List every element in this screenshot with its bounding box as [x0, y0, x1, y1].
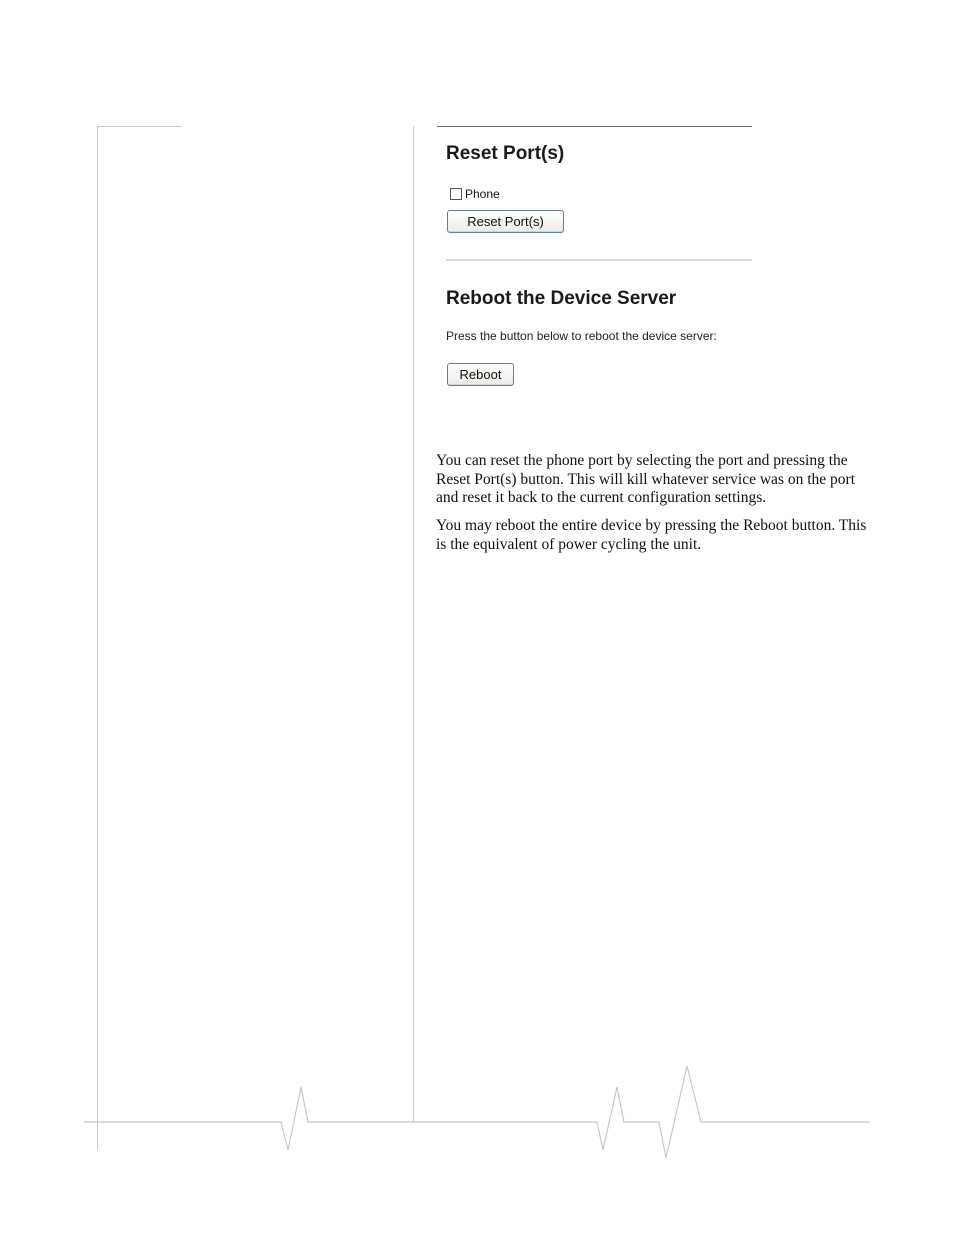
- reboot-title: Reboot the Device Server: [446, 288, 677, 309]
- phone-checkbox[interactable]: [450, 188, 462, 200]
- panel-top-rule: [437, 126, 752, 127]
- reboot-button[interactable]: Reboot: [447, 363, 514, 386]
- reboot-instruction: Press the button below to reboot the device server:: [446, 329, 717, 343]
- section-divider: [446, 259, 752, 261]
- reset-description: You can reset the phone port by selecting the port and pressing the Reset Port(s) button. This will kill whatever service was on the port and reset it back to the current configuration settings.: [436, 452, 855, 506]
- phone-port-option[interactable]: [450, 187, 500, 201]
- reset-ports-button[interactable]: Reset Port(s): [447, 210, 564, 233]
- reboot-description: You may reboot the entire device by pressing the Reboot button. This is the equivalent of power cycling the unit.: [436, 517, 867, 553]
- reset-ports-title: Reset Port(s): [446, 143, 565, 164]
- phone-checkbox-label: Phone: [465, 187, 500, 201]
